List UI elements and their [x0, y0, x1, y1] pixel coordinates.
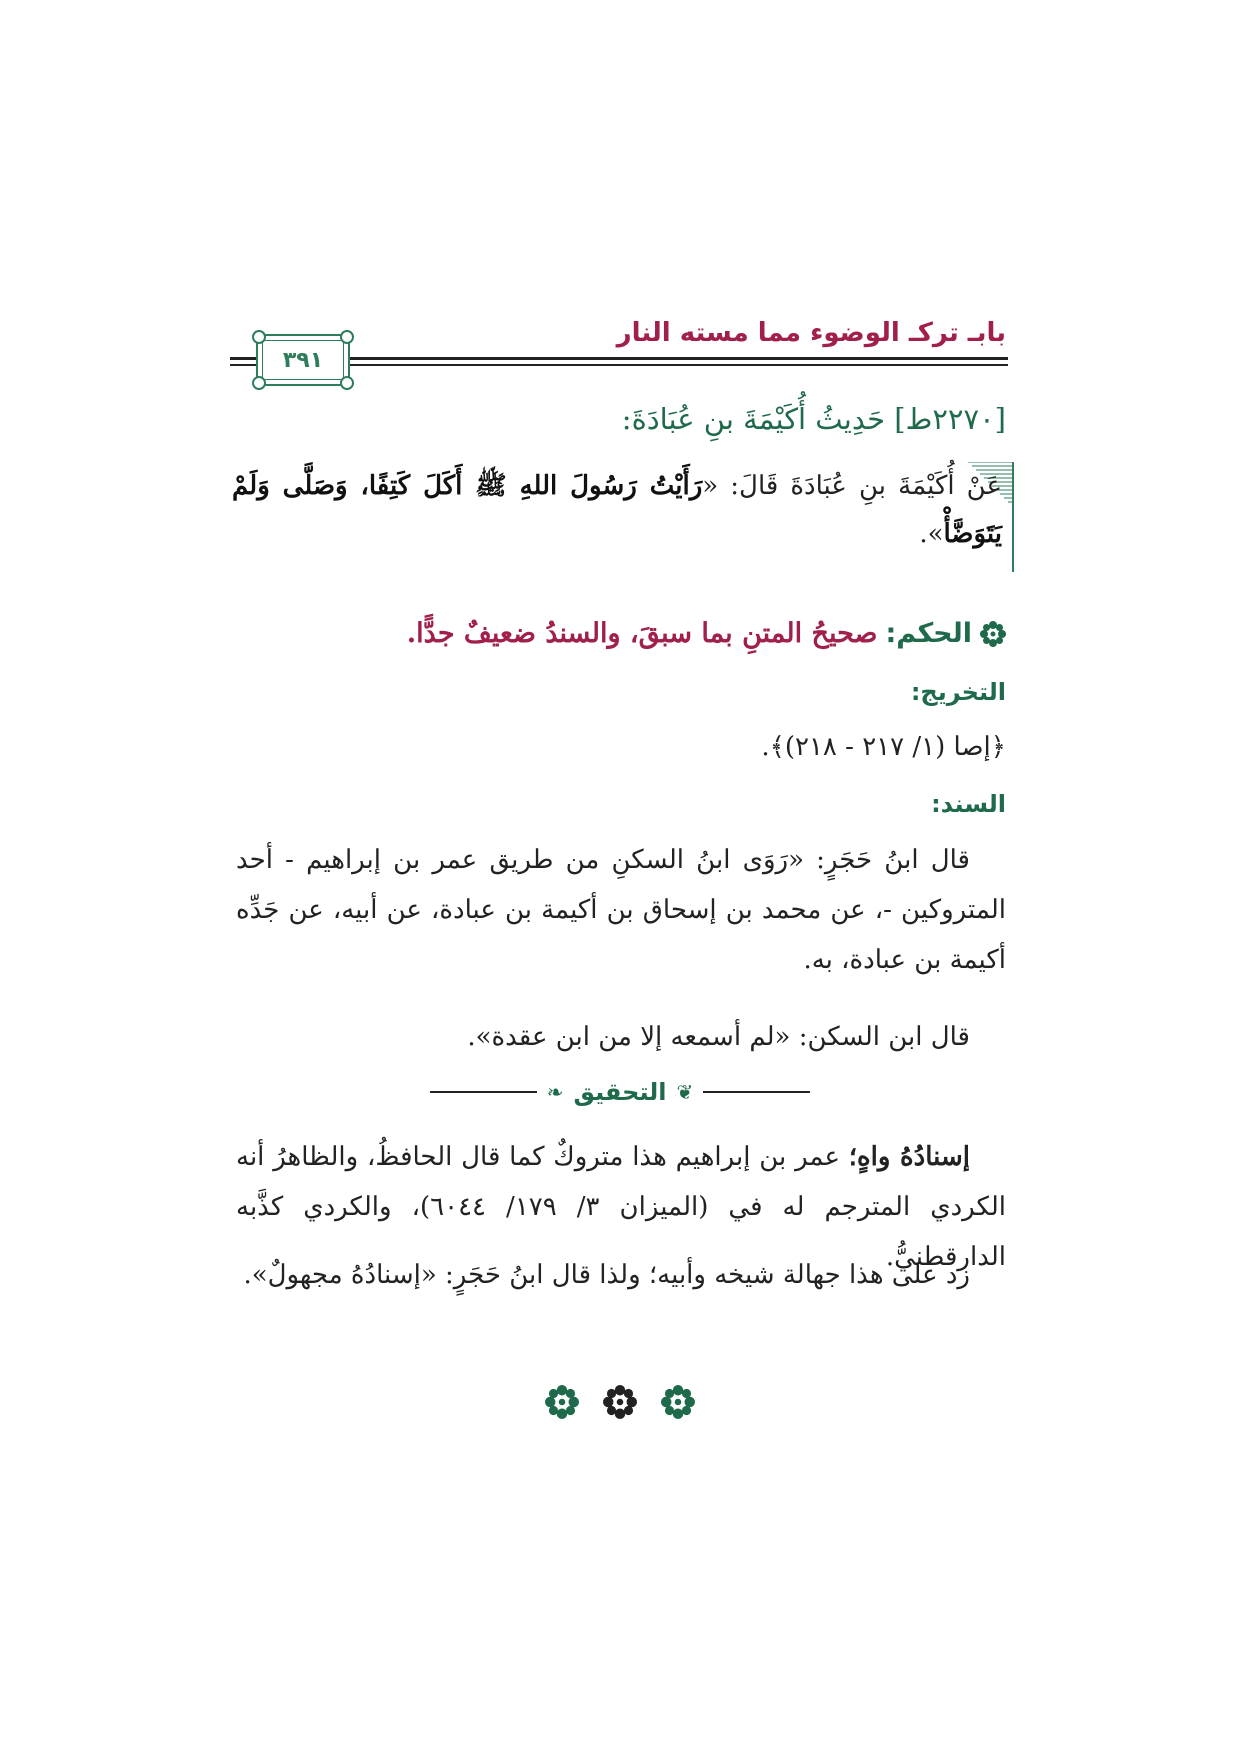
end-ornament	[545, 1380, 695, 1424]
hadith-number: [٢٢٧٠ط]	[894, 402, 1006, 436]
ruling-line	[407, 618, 1006, 649]
hadith-text	[232, 462, 1006, 558]
hadith-intro: عَنْ أُكَيْمَةَ بنِ عُبَادَةَ قَالَ: «	[702, 471, 1002, 501]
divider-line	[703, 1091, 810, 1093]
tahqiq-divider	[430, 1070, 810, 1114]
sanad-heading: السند:	[931, 790, 1006, 818]
hadith-matn: رَأَيْتُ رَسُولَ اللهِ ﷺ أَكَلَ كَتِفًا، وَصَلَّى وَلَمْ يَتَوَضَّأْ	[232, 471, 1002, 549]
sanad-paragraph: قال ابنُ حَجَرٍ: «رَوَى ابنُ السكنِ من طريق عمر بن إبراهيم - أحد المتروكين -، عن محمد بن إسحاق بن أكيمة بن عبادة، عن أبيه، عن جَدِّه أكيمة بن عبادة، به.	[236, 845, 1006, 975]
chapter-title: بابـ تركـ الوضوء مما مسته النار	[616, 318, 1006, 348]
flower-icon	[603, 1385, 637, 1419]
divider-ornament-icon: ❦	[676, 1080, 694, 1104]
divider-ornament-icon: ❧	[546, 1080, 564, 1104]
takhrij-heading: التخريج:	[910, 678, 1006, 706]
hadith-outro: ».	[919, 519, 944, 549]
flower-icon	[661, 1385, 695, 1419]
tahqiq-paragraph-2: زد على هذا جهالة شيخه وأبيه؛ ولذا قال ابنُ حَجَرٍ: «إسنادُهُ مجهولٌ».	[243, 1260, 970, 1290]
tahqiq-text: عمر بن إبراهيم هذا متروكٌ كما قال الحافظُ، والظاهرُ أنه الكردي المترجم له في (الميزان ٣/ ١٧٩/ ٦٠٤٤)، والكردي كذَّبه الدارقطنيُّ.	[236, 1142, 1007, 1272]
sanad-paragraph-2: قال ابن السكن: «لم أسمعه إلا من ابن عقدة».	[467, 1022, 970, 1052]
hadith-heading	[622, 402, 1006, 436]
ruling-label: الحكم:	[885, 618, 972, 649]
badge-corner-ornament	[340, 330, 354, 344]
divider-line	[430, 1091, 537, 1093]
takhrij-reference: ﴿إصا (١/ ٢١٧ - ٢١٨)﴾.	[761, 732, 1006, 762]
badge-corner-ornament	[340, 376, 354, 390]
page-number-badge	[256, 334, 350, 386]
page-number: ٣٩١	[282, 347, 324, 373]
badge-corner-ornament	[252, 376, 266, 390]
flower-icon	[545, 1385, 579, 1419]
tahqiq-heading: التحقيق	[573, 1078, 667, 1106]
ruling-text: صحيحُ المتنِ بما سبقَ، والسندُ ضعيفٌ جدًّا.	[406, 618, 878, 649]
flower-icon	[980, 621, 1006, 647]
badge-corner-ornament	[252, 330, 266, 344]
hadith-title: حَدِيثُ أُكَيْمَةَ بنِ عُبَادَةَ:	[621, 402, 885, 436]
tahqiq-lead: إسنادُهُ واهٍ؛	[848, 1142, 970, 1172]
